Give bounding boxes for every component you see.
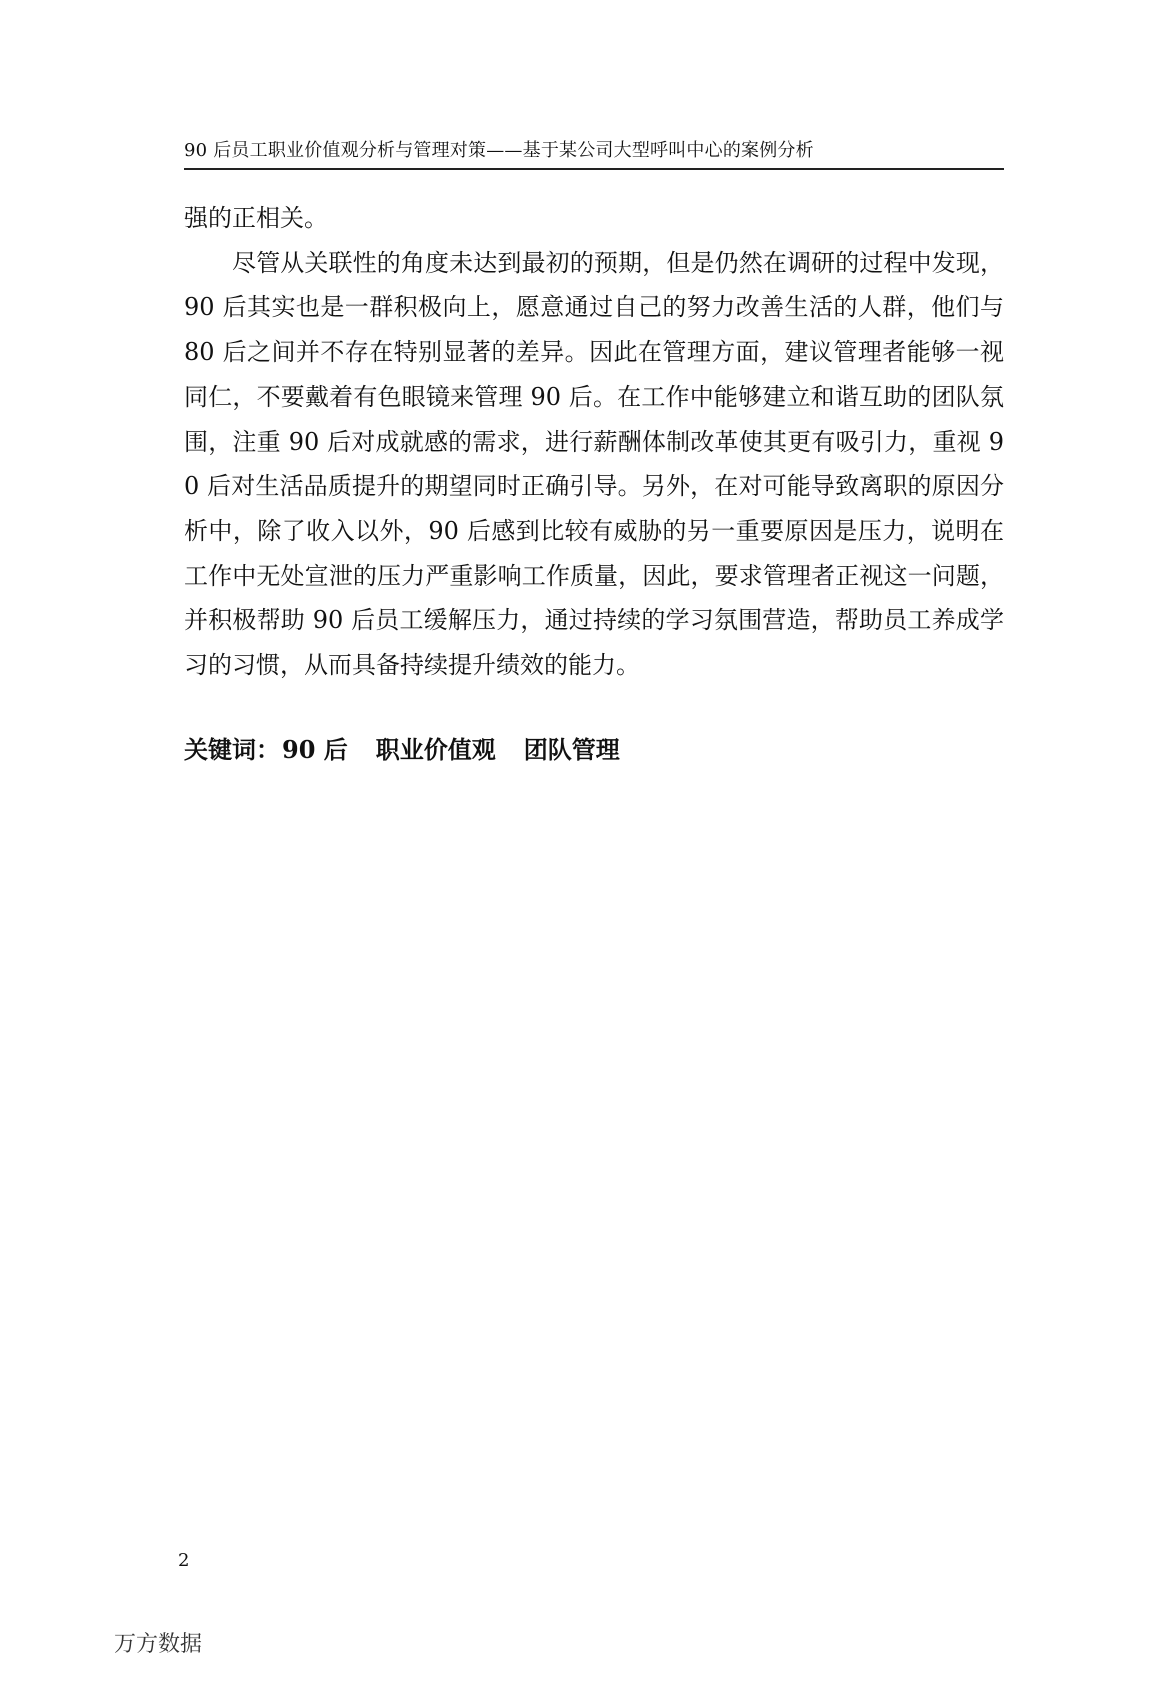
keyword-item: 90 后	[282, 735, 348, 764]
paragraph-continuation: 强的正相关。	[184, 204, 328, 232]
running-header	[184, 138, 1004, 170]
watermark: 万方数据	[114, 1632, 203, 1657]
keyword-item: 职业价值观	[375, 735, 496, 764]
running-header-title: 90 后员工职业价值观分析与管理对策——基于某公司大型呼叫中心的案例分析	[184, 140, 814, 161]
page-number: 2	[178, 1550, 190, 1571]
keywords-line	[184, 730, 648, 765]
keyword-item: 团队管理	[523, 735, 620, 764]
paragraph-conclusion: 尽管从关联性的角度未达到最初的预期，但是仍然在调研的过程中发现，90 后其实也是一群积极向上，愿意通过自己的努力改善生活的人群，他们与 80 后之间并不存在特别显著的差异。因此在管理方面，建议管理者能够一视同仁，不要戴着有色眼镜来管理 90 后。在工作中能够建立和谐互助的团队氛围，注重 90 后对成就感的需求，进行薪酬体制改革使其更有吸引力，重视 90 后对生活品质提升的期望同时正确引导。另外，在对可能导致离职的原因分析中，除了收入以外，90 后感到比较有威胁的另一重要原因是压力，说明在工作中无处宣泄的压力严重影响工作质量，因此，要求管理者正视这一问题，并积极帮助 90 后员工缓解压力，通过持续的学习氛围营造，帮助员工养成学习的习惯，从而具备持续提升绩效的能力。	[184, 248, 1004, 680]
body-text	[184, 196, 1004, 688]
keywords-label: 关键词：	[184, 735, 280, 764]
